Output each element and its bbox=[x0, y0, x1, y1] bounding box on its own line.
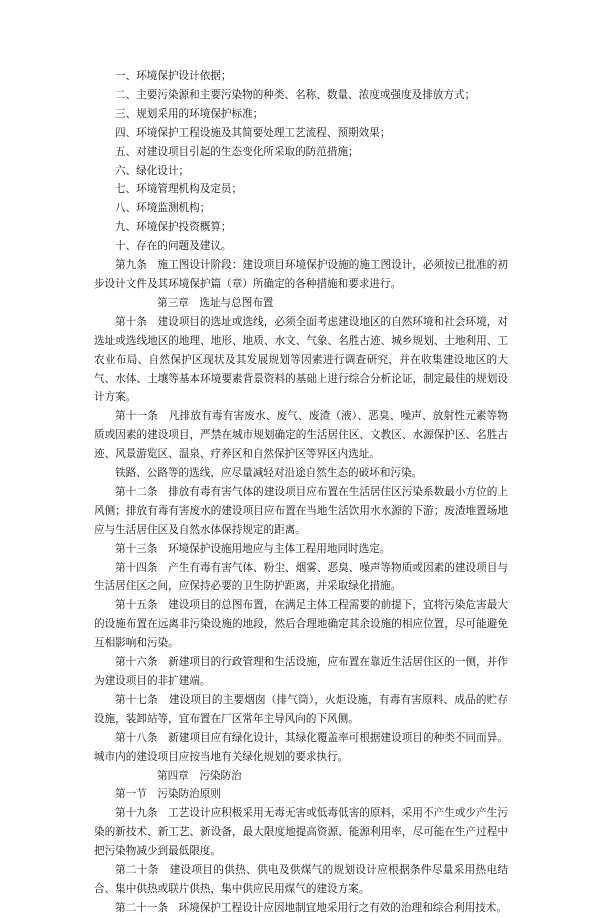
list-item: 七、环境管理机构及定员； bbox=[115, 183, 243, 196]
article-15: 第十五条 建设项目的总图布置，在满足主体工程需要的前提下，宜将污染危害最大的设施布置在远离非污染设施的地段，然后合理地确定其余设施的相应位置，尽可能避免互相影响和污染。 bbox=[94, 599, 508, 650]
article-11-continued: 铁路、公路等的选线，应尽量减轻对沿途自然生态的破坏和污染。 bbox=[115, 467, 423, 480]
document-body bbox=[94, 67, 508, 918]
article-18: 第十八条 新建项目应有绿化设计，其绿化覆盖率可根据建设项目的种类不同而异。城市内的建设项目应按当地有关绿化规划的要求执行。 bbox=[94, 731, 508, 763]
list-item: 九、环境保护投资概算； bbox=[115, 221, 232, 234]
list-item: 三、规划采用的环境保护标准； bbox=[115, 107, 264, 120]
article-16: 第十六条 新建项目的行政管理和生活设施，应布置在靠近生活居住区的一侧，并作为建设项目的非扩建端。 bbox=[94, 656, 508, 687]
article-13: 第十三条 环境保护设施用地应与主体工程用地同时选定。 bbox=[115, 542, 391, 555]
article-14: 第十四条 产生有毒有害气体、粉尘、烟雾、恶臭、噪声等物质或因素的建设项目与生活居住区之间，应保持必要的卫生防护距离，并采取绿化措施。 bbox=[94, 561, 508, 593]
section-1-heading: 第一节 污染防治原则 bbox=[115, 788, 221, 801]
list-item: 八、环境监测机构； bbox=[115, 202, 211, 215]
article-21: 第二十一条 环境保护工程设计应因地制宜地采用行之有效的治理和综合利用技术。 bbox=[115, 901, 507, 914]
list-item: 四、环境保护工程设施及其简要处理工艺流程、预期效果； bbox=[115, 126, 391, 139]
article-19: 第十九条 工艺设计应积极采用无毒无害或低毒低害的原料，采用不产生或少产生污染的新技术、新工艺、新设备，最大限度地提高资源、能源利用率，尽可能在生产过程中把污染物减少到最低限度。 bbox=[94, 807, 508, 858]
list-item: 五、对建设项目引起的生态变化所采取的防范措施； bbox=[115, 145, 359, 158]
chapter-3-heading: 第三章 选址与总图布置 bbox=[157, 296, 274, 309]
list-item: 二、主要污染源和主要污染物的种类、名称、数量、浓度或强度及排放方式； bbox=[115, 88, 476, 101]
article-11: 第十一条 凡排放有毒有害废水、废气、废渣（液）、恶臭、噪声、放射性元素等物质或因素的建设项目，严禁在城市规划确定的生活居住区、文教区、水源保护区、名胜古迹、风景游览区、温泉、疗养区和自然保护区等界区内选址。 bbox=[94, 410, 508, 461]
article-20: 第二十条 建设项目的供热、供电及供煤气的规划设计应根据条件尽量采用热电结合、集中供热或联片供热，集中供应民用煤气的建设方案。 bbox=[94, 864, 508, 895]
chapter-4-heading: 第四章 污染防治 bbox=[157, 769, 242, 782]
list-item: 六、绿化设计； bbox=[115, 164, 190, 177]
article-17: 第十七条 建设项目的主要烟囱（排气筒），火炬设施，有毒有害原料、成品的贮存设施，装卸站等，宜布置在厂区常年主导风向的下风侧。 bbox=[94, 693, 508, 725]
list-item: 一、环境保护设计依据； bbox=[115, 70, 232, 82]
list-item: 十、存在的问题及建议。 bbox=[115, 240, 232, 253]
article-10: 第十条 建设项目的选址或选线，必须全面考虑建设地区的自然环境和社会环境，对选址或选线地区的地理、地形、地质、水文、气象、名胜古迹、城乡规划、土地利用、工农业布局、自然保护区现状及其发展规划等因素进行调查研究，并在收集建设地区的大气、水体、土壤等基本环境要素背景资料的基础上进行综合分析论证，制定最佳的规划设计方案。 bbox=[94, 315, 508, 404]
article-9: 第九条 施工图设计阶段：建设项目环境保护设施的施工图设计，必须按已批准的初步设计文件及其环境保护篇（章）所确定的各种措施和要求进行。 bbox=[94, 259, 508, 290]
article-12: 第十二条 排放有毒有害气体的建设项目应布置在生活居住区污染系数最小方位的上风侧；排放有毒有害废水的建设项目应布置在当地生活饮用水水源的下游；废渣堆置场地应与生活居住区及自然水体保持规定的距离。 bbox=[94, 485, 508, 536]
